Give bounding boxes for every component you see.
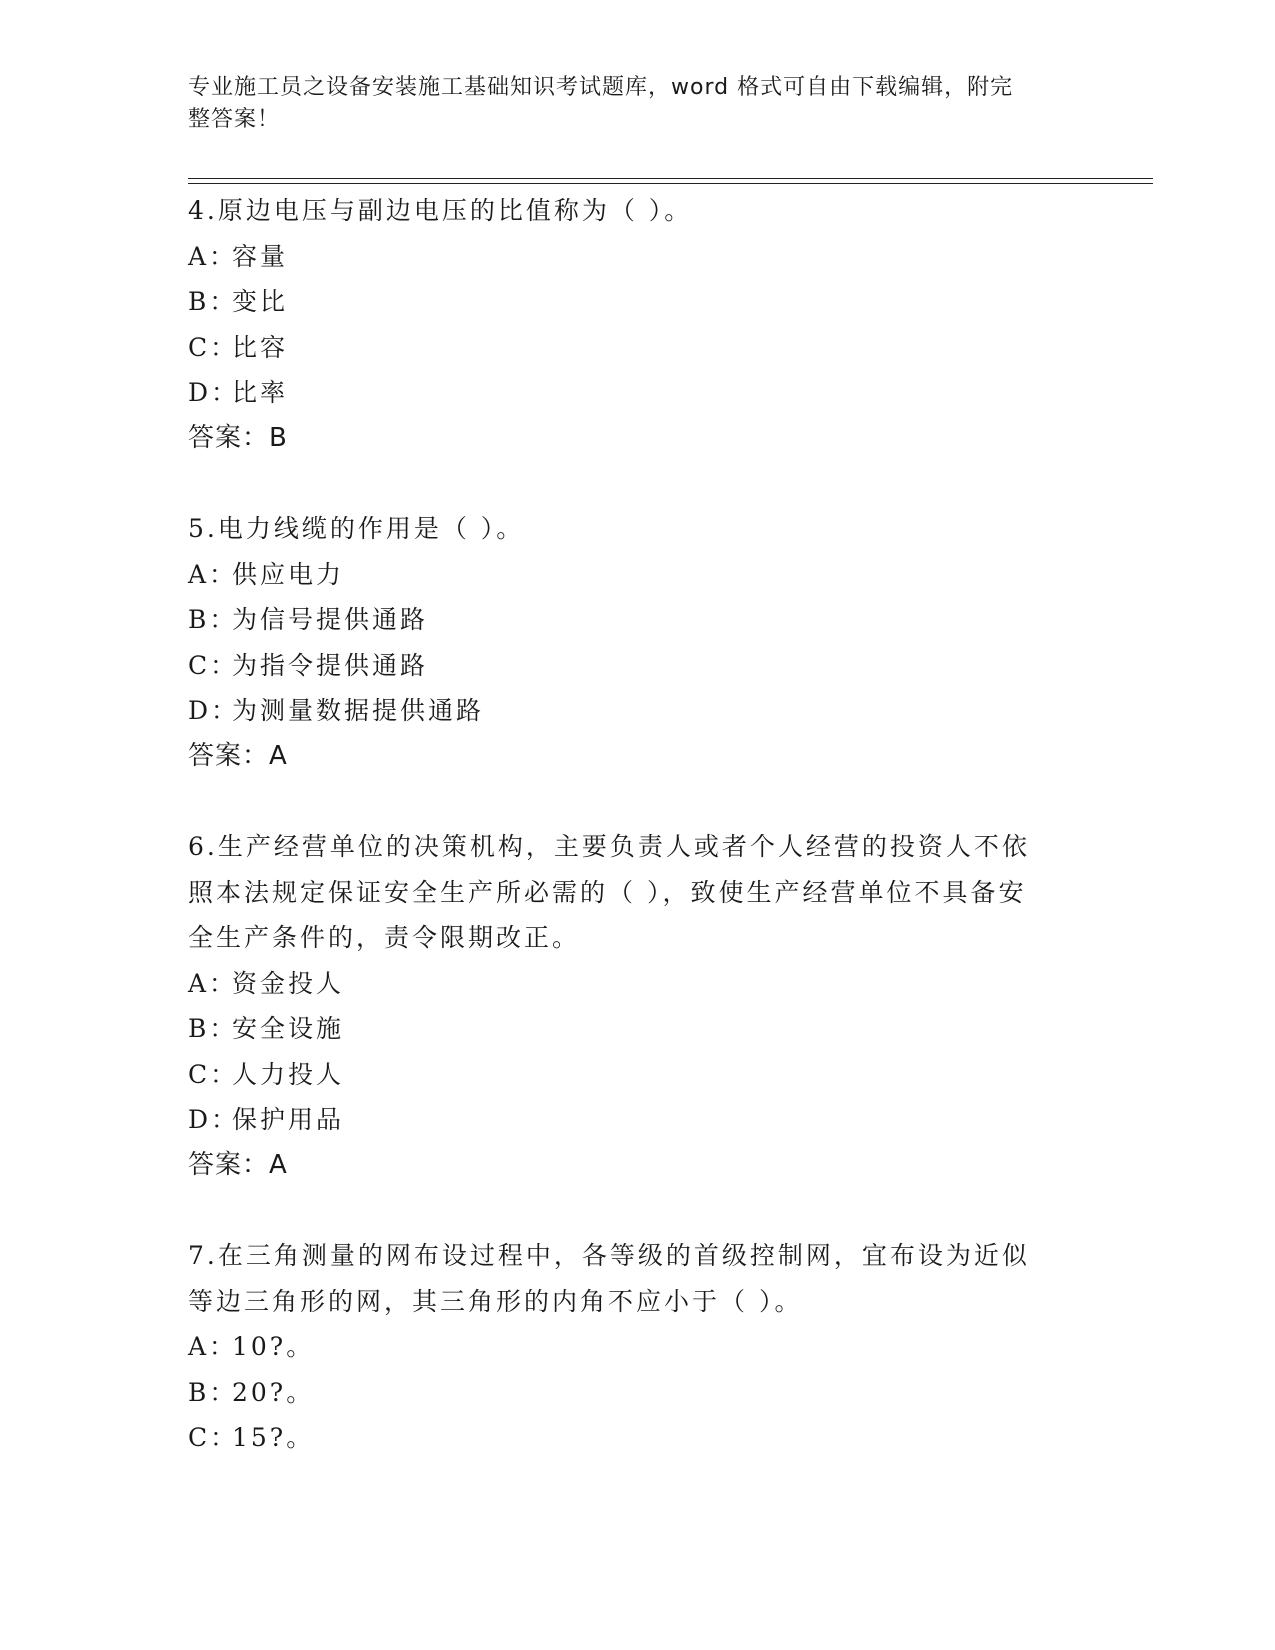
option-text: 比容	[232, 332, 289, 362]
answer-option	[188, 234, 1088, 280]
header-line-2: 整答案！	[188, 107, 281, 132]
option-text: 变比	[232, 287, 289, 316]
option-letter: B：	[188, 1014, 238, 1043]
question-stem	[188, 1233, 1088, 1324]
question-stem-line: 照本法规定保证安全生产所必需的（ ），致使生产经营单位不具备安	[188, 877, 1027, 907]
option-text: 资金投人	[232, 968, 345, 998]
option-text: 为信号提供通路	[232, 605, 429, 634]
answer-option	[188, 1052, 1088, 1098]
option-letter: A：	[188, 968, 238, 998]
answer-option	[188, 688, 1088, 734]
answer-option	[188, 370, 1088, 416]
answer-option	[188, 961, 1088, 1007]
question-stem	[188, 506, 1088, 552]
question-stem	[188, 824, 1088, 961]
header-divider-top	[188, 178, 1153, 179]
answer-option	[188, 552, 1088, 598]
answer-option	[188, 325, 1088, 371]
option-text: 比率	[232, 378, 289, 407]
option-letter: C：	[188, 1059, 239, 1089]
option-text: 供应电力	[232, 559, 345, 589]
answer-key: 答案：A	[188, 1149, 288, 1180]
option-letter: B：	[188, 605, 238, 634]
question-stem-line: 6.生产经营单位的决策机构，主要负责人或者个人经营的投资人不依	[188, 832, 1030, 861]
answer-option	[188, 597, 1088, 643]
answer-option	[188, 1370, 1088, 1416]
option-letter: C：	[188, 1423, 239, 1452]
answer-option	[188, 1006, 1088, 1052]
option-text: 15?。	[232, 1423, 315, 1452]
option-text: 容量	[232, 241, 289, 271]
answer-option	[188, 1097, 1088, 1143]
question-stem-line: 全生产条件的，责令限期改正。	[188, 923, 581, 952]
option-letter: C：	[188, 650, 239, 680]
option-text: 20?。	[232, 1377, 315, 1407]
option-letter: C：	[188, 332, 239, 362]
option-letter: A：	[188, 1332, 238, 1361]
option-letter: D：	[188, 378, 240, 407]
option-text: 安全设施	[232, 1014, 345, 1043]
question-stem-line: 等边三角形的网，其三角形的内角不应小于（ ）。	[188, 1286, 803, 1316]
question-stem-line: 4.原边电压与副边电压的比值称为（ ）。	[188, 196, 693, 225]
option-letter: B：	[188, 1377, 238, 1407]
header-divider-bottom	[188, 183, 1153, 184]
document-header	[188, 72, 1068, 136]
question-block	[188, 824, 1088, 1188]
question-block	[188, 188, 1088, 461]
option-letter: D：	[188, 696, 240, 725]
option-letter: D：	[188, 1105, 240, 1134]
question-block	[188, 506, 1088, 779]
question-stem	[188, 188, 1088, 234]
question-stem-line: 5.电力线缆的作用是（ ）。	[188, 514, 525, 543]
option-letter: B：	[188, 287, 238, 316]
option-text: 为测量数据提供通路	[232, 696, 485, 725]
option-text: 保护用品	[232, 1105, 345, 1134]
answer-key: 答案：B	[188, 422, 288, 453]
answer-option	[188, 643, 1088, 689]
option-letter: A：	[188, 241, 238, 271]
answer-option	[188, 1415, 1088, 1461]
question-block	[188, 1233, 1088, 1461]
answer-option	[188, 1324, 1088, 1370]
header-line-1: 专业施工员之设备安装施工基础知识考试题库，word 格式可自由下载编辑，附完	[188, 75, 1014, 100]
question-list	[188, 188, 1088, 1461]
question-stem-line: 7.在三角测量的网布设过程中，各等级的首级控制网，宜布设为近似	[188, 1241, 1030, 1270]
answer-key: 答案：A	[188, 740, 288, 771]
option-text: 10?。	[232, 1332, 315, 1361]
option-text: 为指令提供通路	[232, 650, 429, 680]
answer-option	[188, 279, 1088, 325]
option-text: 人力投人	[232, 1059, 345, 1089]
option-letter: A：	[188, 559, 238, 589]
